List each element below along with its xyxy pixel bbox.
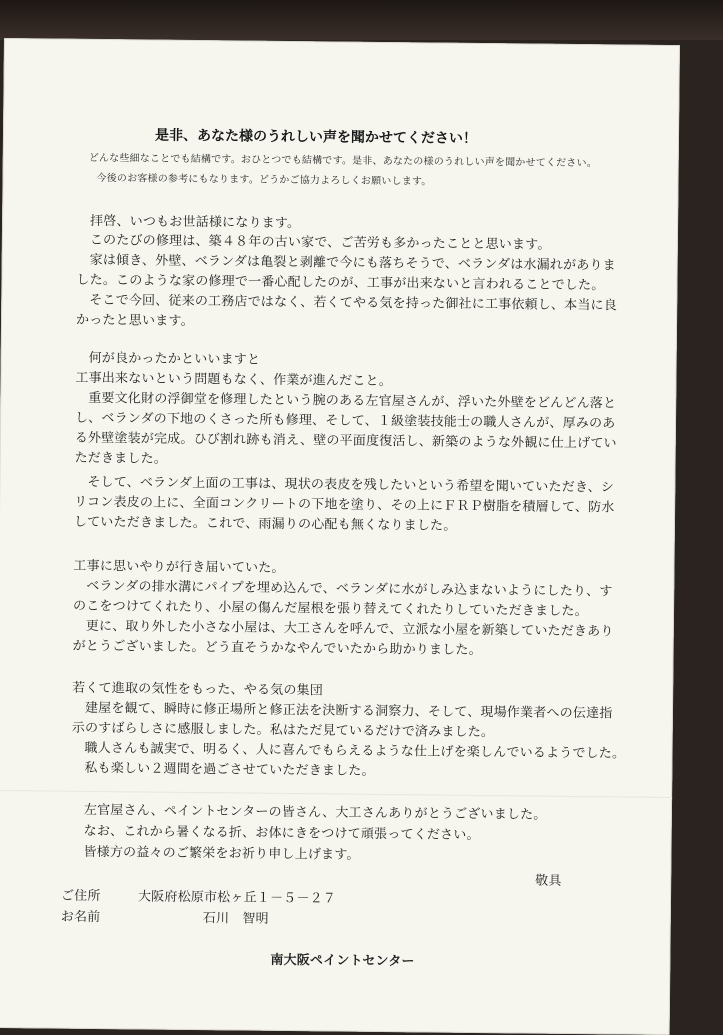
paper-fold <box>0 790 672 799</box>
name-label: お名前 <box>60 909 101 926</box>
address-value: 大阪府松原市松ヶ丘１－５－２７ <box>137 889 337 907</box>
greeting-line: 拝啓、いつもお世話様になります。 <box>90 213 301 232</box>
body-line: 職人さんも誠実で、明るく、人に喜んでもらえるような仕上げを楽しんでいるようでした。 <box>84 740 626 762</box>
address-label: ご住所 <box>60 888 101 905</box>
name-value: 石川 智明 <box>202 911 269 927</box>
thanks-line: 皆様方の益々のご繁栄をお祈り申し上げます。 <box>83 844 360 863</box>
section-heading: 何が良かったかといいますと <box>88 350 261 368</box>
body-line: がとうございました。どう直そうかなやんでいたから助かりました。 <box>72 638 482 659</box>
body-line: し、ベランダの下地のくさった所も修理、そして、１級塗装技能士の職人さんが、厚みのあ <box>74 410 616 432</box>
body-line: ただきました。 <box>74 450 168 467</box>
scan-background <box>0 0 723 40</box>
closing-keigu: 敬具 <box>535 873 562 889</box>
body-line: 工事出来ないという問題もなく、作業が進んだこと。 <box>75 370 393 390</box>
body-line: していただきました。これで、雨漏りの心配も無くなりました。 <box>73 514 457 534</box>
body-line: リコン表皮の上に、全面コンクリートの下地を塗り、その上にＦＲＰ樹脂を積層して、防水 <box>74 494 615 516</box>
intro-line: 今後のお客様の参考にもなります。どうかご協力よろしくお願いします。 <box>96 172 432 188</box>
body-line: 建屋を観て、瞬時に修正場所と修正法を決断する洞察力、そして、現場作業者への伝達指 <box>84 700 613 722</box>
section-heading: 工事に思いやりが行き届いていた。 <box>73 558 285 576</box>
body-line: した。このような家の修理で一番心配したのが、工事が出来ないと言われることでした。 <box>76 272 605 294</box>
thanks-line: なお、これから暑くなる折、お体にきをつけて頑張ってください。 <box>83 823 480 844</box>
thanks-line: 左官屋さん、ペイントセンターの皆さん、大工さんありがとうございました。 <box>83 802 547 823</box>
body-line: のこをつけてくれたり、小屋の傷んだ屋根を張り替えてくれたりしていただきました。 <box>72 598 588 620</box>
body-line: 示のすばらしさに感服しました。私はただ見ているだけで済みました。 <box>71 720 495 741</box>
body-line: そこで今回、従来の工務店ではなく、若くてやる気を持った御社に工事依頼し、本当に良 <box>89 292 618 314</box>
body-line: そして、ベランダ上面の工事は、現状の表皮を残したいという希望を聞いていただき、シ <box>87 474 615 496</box>
section-heading: 若くて進取の気性をもった、やる気の集団 <box>72 680 324 699</box>
body-line: 更に、取り外した小さな小屋は、大工さんを呼んで、立派な小屋を新築していただきあり <box>85 618 614 640</box>
body-line: このたびの修理は、築４８年の古い家で、ご苦労も多かったことと思います。 <box>89 232 551 253</box>
letter-page <box>0 38 680 1035</box>
body-line: 重要文化財の浮御堂を修理したという腕のある左官屋さんが、浮いた外壁をどんどん落と <box>88 390 617 412</box>
body-line: 私も楽しい２週間を過ごさせていただきました。 <box>84 760 375 779</box>
letter-title: 是非、あなた様のうれしい声を聞かせてください！ <box>154 127 478 147</box>
body-line: 家は傾き、外壁、ベランダは亀裂と剥離で今にも落ちそうで、ベランダは水漏れがありま <box>89 252 616 274</box>
recipient-company: 南大阪ペイントセンター <box>270 952 415 970</box>
intro-line: どんな些細なことでも結構です。おひとつでも結構です。是非、あなたの様のうれしい声を聞かせてください。 <box>88 152 597 170</box>
body-line: かったと思います。 <box>75 312 194 330</box>
body-line: る外壁塗装が完成。ひび割れ跡も消え、壁の平面度復活し、新築のような外観に仕上げてい <box>74 430 617 452</box>
body-line: ベランダの排水溝にパイプを埋め込んで、ベランダに水がしみ込まないようにしたり、す <box>86 578 613 600</box>
